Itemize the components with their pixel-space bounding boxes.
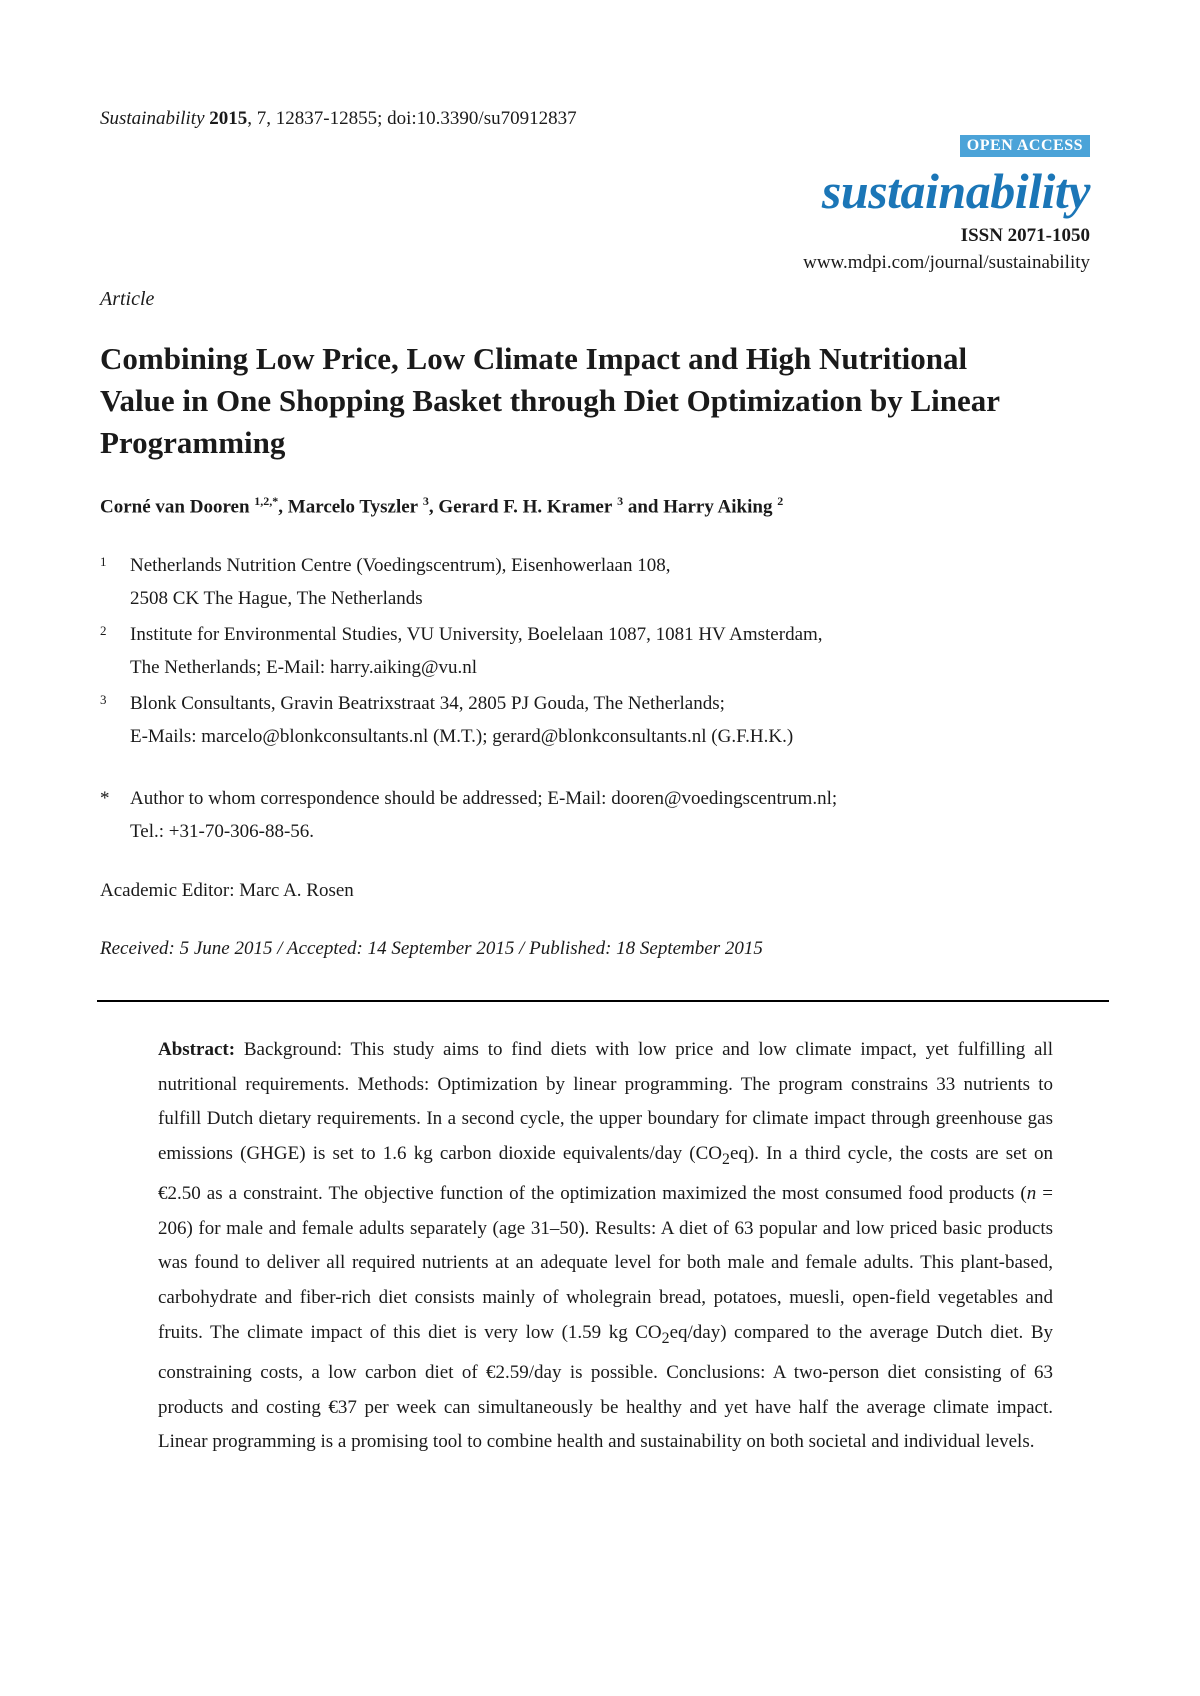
correspondence-note xyxy=(100,782,1060,848)
correspondence-mark: * xyxy=(100,788,110,809)
affiliation-line: 2508 CK The Hague, The Netherlands xyxy=(130,588,423,609)
affiliation-line: Institute for Environmental Studies, VU University, Boelelaan 1087, 1081 HV Amsterdam, xyxy=(130,624,823,645)
article-type: Article xyxy=(100,288,155,310)
affiliation-number: 2 xyxy=(100,623,107,638)
affiliation-1 xyxy=(100,549,1060,615)
citation-line xyxy=(100,108,577,130)
publication-dates: Received: 5 June 2015 / Accepted: 14 September 2015 / Published: 18 September 2015 xyxy=(100,938,763,959)
author-name: Marcelo Tyszler xyxy=(287,496,419,518)
citation-journal: Sustainability xyxy=(100,108,205,129)
author-affiliation-mark: 2 xyxy=(777,494,784,508)
author-list: Corné van Dooren $^{1,2,*}$, Marcelo Tyszler $^3$, Gerard F. H. Kramer $^3$ and Harry Aiking $^2$ xyxy=(100,494,784,518)
open-access-badge: OPEN ACCESS xyxy=(960,135,1090,157)
author-name: Corné van Dooren xyxy=(100,496,250,518)
affiliation-line: Blonk Consultants, Gravin Beatrixstraat 34, 2805 PJ Gouda, The Netherlands; xyxy=(130,693,725,714)
author-affiliation-mark: 3 xyxy=(422,494,429,508)
abstract: Abstract: Background: This study aims to find diets with low price and low climate impact, yet fulfilling all nutritional requirements. Methods: Optimization by linear programming. The program constrains 33 nutrients to fulfill Dutch dietary requirements. In a second cycle, the upper boundary for climate impact through greenhouse gas emissions (GHGE) is set to 1.6 kg carbon dioxide equivalents/day $(CO_2eq)$. In a third cycle, the costs are set on €2.50 as a constraint. The objective function of the optimization maximized the most consumed food products (n = 206) for male and female adults separately (age 31–50). Results: A diet of 63 popular and low priced basic products was found to deliver all required nutrients at an adequate level for both male and female adults. This plant-based, carbohydrate and fiber-rich diet consists mainly of wholegrain bread, potatoes, muesli, open-field vegetables and fruits. The climate impact of this diet is very low (1.59 kg $CO_2eq/day$) compared to the average Dutch diet. By constraining costs, a low carbon diet of €2.59/day is possible. Conclusions: A two-person diet consisting of 63 products and costing €37 per week can simultaneously be healthy and yet have half the average climate impact. Linear programming is a promising tool to combine health and sustainability on both societal and individual levels. xyxy=(158,1039,1054,1453)
paper-title: Combining Low Price, Low Climate Impact and High Nutritional Value in One Shopping Basket through Diet Optimization by Linear Programming xyxy=(100,341,1000,460)
affiliation-number: 1 xyxy=(100,554,107,569)
journal-url[interactable]: www.mdpi.com/journal/sustainability xyxy=(803,252,1090,273)
affiliation-2 xyxy=(100,618,1060,684)
author-name: Harry Aiking xyxy=(663,496,773,518)
issn: ISSN 2071-1050 xyxy=(960,225,1090,246)
abstract-label: Abstract: xyxy=(158,1039,236,1060)
citation-details: , 7, 12837-12855; doi:10.3390/su70912837 xyxy=(247,108,577,129)
journal-name: sustainability xyxy=(821,163,1090,219)
affiliation-number: 3 xyxy=(100,692,107,707)
affiliation-line: The Netherlands; E-Mail: harry.aiking@vu.nl xyxy=(130,657,478,678)
author-affiliation-mark: 3 xyxy=(617,494,624,508)
citation-year: 2015 xyxy=(209,108,248,129)
author-affiliation-mark: 1,2,* xyxy=(254,494,279,508)
correspondence-line: Author to whom correspondence should be addressed; E-Mail: dooren@voedingscentrum.nl; xyxy=(130,788,838,809)
affiliation-line: Netherlands Nutrition Centre (Voedingscentrum), Eisenhowerlaan 108, xyxy=(130,555,671,576)
affiliation-line: E-Mails: marcelo@blonkconsultants.nl (M.T.); gerard@blonkconsultants.nl (G.F.H.K.) xyxy=(130,726,794,747)
author-name: Gerard F. H. Kramer xyxy=(438,496,613,518)
section-divider xyxy=(97,1000,1109,1002)
affiliation-3 xyxy=(100,687,1060,753)
academic-editor: Academic Editor: Marc A. Rosen xyxy=(100,880,354,901)
correspondence-line: Tel.: +31-70-306-88-56. xyxy=(130,821,315,842)
